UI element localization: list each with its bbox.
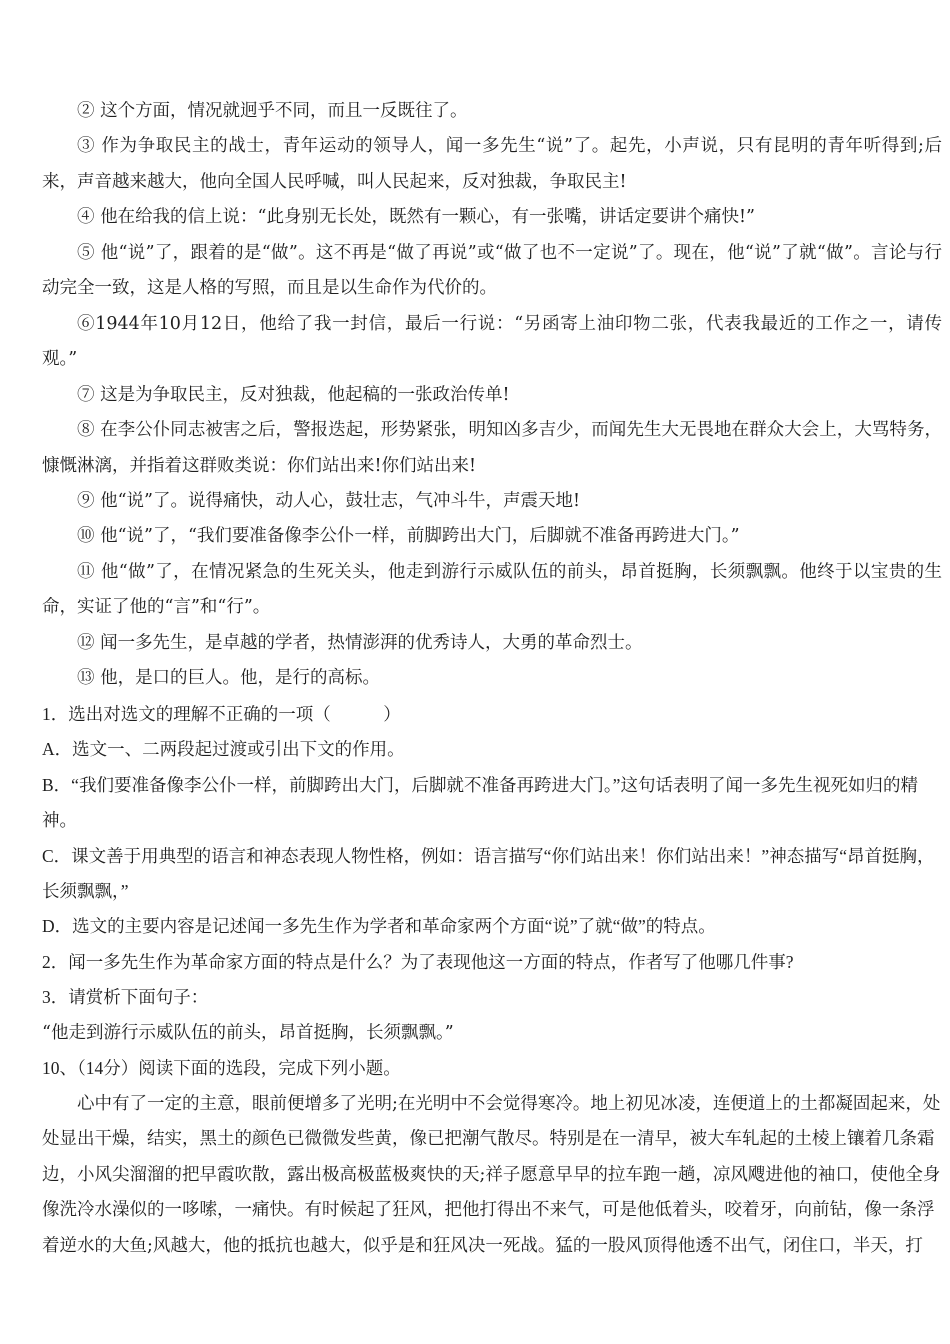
passage-paragraph: ⑨ 他“说”了。说得痛快，动人心，鼓壮志，气冲斗牛，声震天地! bbox=[77, 490, 580, 511]
passage-paragraph: ② 这个方面，情况就迥乎不同，而且一反既往了。 bbox=[77, 101, 468, 121]
passage-paragraph: ④ 他在给我的信上说：“此身别无长处，既然有一颗心，有一张嘴，讲话定要讲个痛快!” bbox=[77, 207, 755, 228]
question-line: B．“我们要准备像李公仆一样，前脚跨出大门，后脚就不准备再跨进大门。”这句话表明了闻一多先生视死如归的精神。 bbox=[42, 774, 918, 831]
section-10-header: 10、（14分）阅读下面的选段，完成下列小题。 bbox=[42, 1058, 401, 1079]
passage-paragraph: ⑧ 在李公仆同志被害之后，警报迭起，形势紧张，明知凶多吉少，而闻先生大无畏地在群众大会上，大骂特务，慷慨淋漓，并指着这群败类说：你们站出来!你们站出来! bbox=[42, 420, 942, 476]
question-line: 1．选出对选文的理解不正确的一项（ ） bbox=[42, 703, 401, 724]
document-content bbox=[42, 94, 942, 1264]
question-line: 2．闻一多先生作为革命家方面的特点是什么？为了表现他这一方面的特点，作者写了他哪几件事? bbox=[42, 951, 794, 972]
question-line: 3．请赏析下面句子： bbox=[42, 987, 209, 1008]
passage-paragraph: ⑦ 这是为争取民主，反对独裁，他起稿的一张政治传单! bbox=[77, 384, 510, 405]
question-line: C．课文善于用典型的语言和神态表现人物性格，例如：语言描写“你们站出来！你们站出来！”神态描写“昂首挺胸，长须飘飘，” bbox=[42, 845, 935, 901]
passage-paragraph: ⑩ 他“说”了，“我们要准备像李公仆一样，前脚跨出大门，后脚就不准备再跨进大门。” bbox=[77, 526, 740, 547]
question-line: A．选文一、二两段起过渡或引出下文的作用。 bbox=[42, 739, 405, 760]
passage-rickshaw-boy: 心中有了一定的主意，眼前便增多了光明;在光明中不会觉得寒冷。地上初见冰凌，连便道上的土都凝固起来，处处显出干燥，结实，黑土的颜色已微微发些黄，像已把潮气散尽。特别是在一清早，被大车轧起的土棱上镶着几条霜边，小风尖溜溜的把早霞吹散，露出极高极蓝极爽快的天;祥子愿意早早的拉车跑一趟，凉风飕进他的袖口，使他全身像洗冷水澡似的一哆嗦，一痛快。有时候起了狂风，把他打得出不来气，可是他低着头，咬着牙，向前钻，像一条浮着逆水的大鱼;风越大，他的抵抗也越大，似乎是和狂风决一死战。猛的一股风顶得他透不出气，闭住口，半天，打 bbox=[42, 1093, 941, 1256]
passage-paragraph: ⑤ 他“说”了，跟着的是“做”。这不再是“做了再说”或“做了也不一定说”了。现在，他“说”了就“做”。言论与行动完全一致，这是人格的写照，而且是以生命作为代价的。 bbox=[42, 242, 942, 299]
question-block bbox=[42, 697, 942, 1016]
passage-paragraph: ⑥1944年10月12日，他给了我一封信，最后一行说：“另函寄上油印物二张，代表我最近的工作之一，请传观。” bbox=[42, 313, 942, 370]
passage-paragraph: ⑪ 他“做”了，在情况紧急的生死关头，他走到游行示威队伍的前头，昂首挺胸，长须飘飘。他终于以宝贵的生命，实证了他的“言”和“行”。 bbox=[42, 561, 942, 618]
passage-paragraph: ⑬ 他，是口的巨人。他，是行的高标。 bbox=[77, 668, 381, 689]
passage-paragraph: ⑫ 闻一多先生，是卓越的学者，热情澎湃的优秀诗人，大勇的革命烈士。 bbox=[77, 632, 643, 653]
passage-wen-yiduo bbox=[42, 94, 942, 697]
passage-paragraph: ③ 作为争取民主的战士，青年运动的领导人，闻一多先生“说”了。起先，小声说，只有昆明的青年听得到;后来，声音越来越大，他向全国人民呼喊，叫人民起来，反对独裁，争取民主! bbox=[42, 136, 942, 192]
quoted-sentence: “他走到游行示威队伍的前头，昂首挺胸，长须飘飘。” bbox=[42, 1022, 454, 1043]
question-line: D．选文的主要内容是记述闻一多先生作为学者和革命家两个方面“说”了就“做”的特点。 bbox=[42, 916, 716, 937]
